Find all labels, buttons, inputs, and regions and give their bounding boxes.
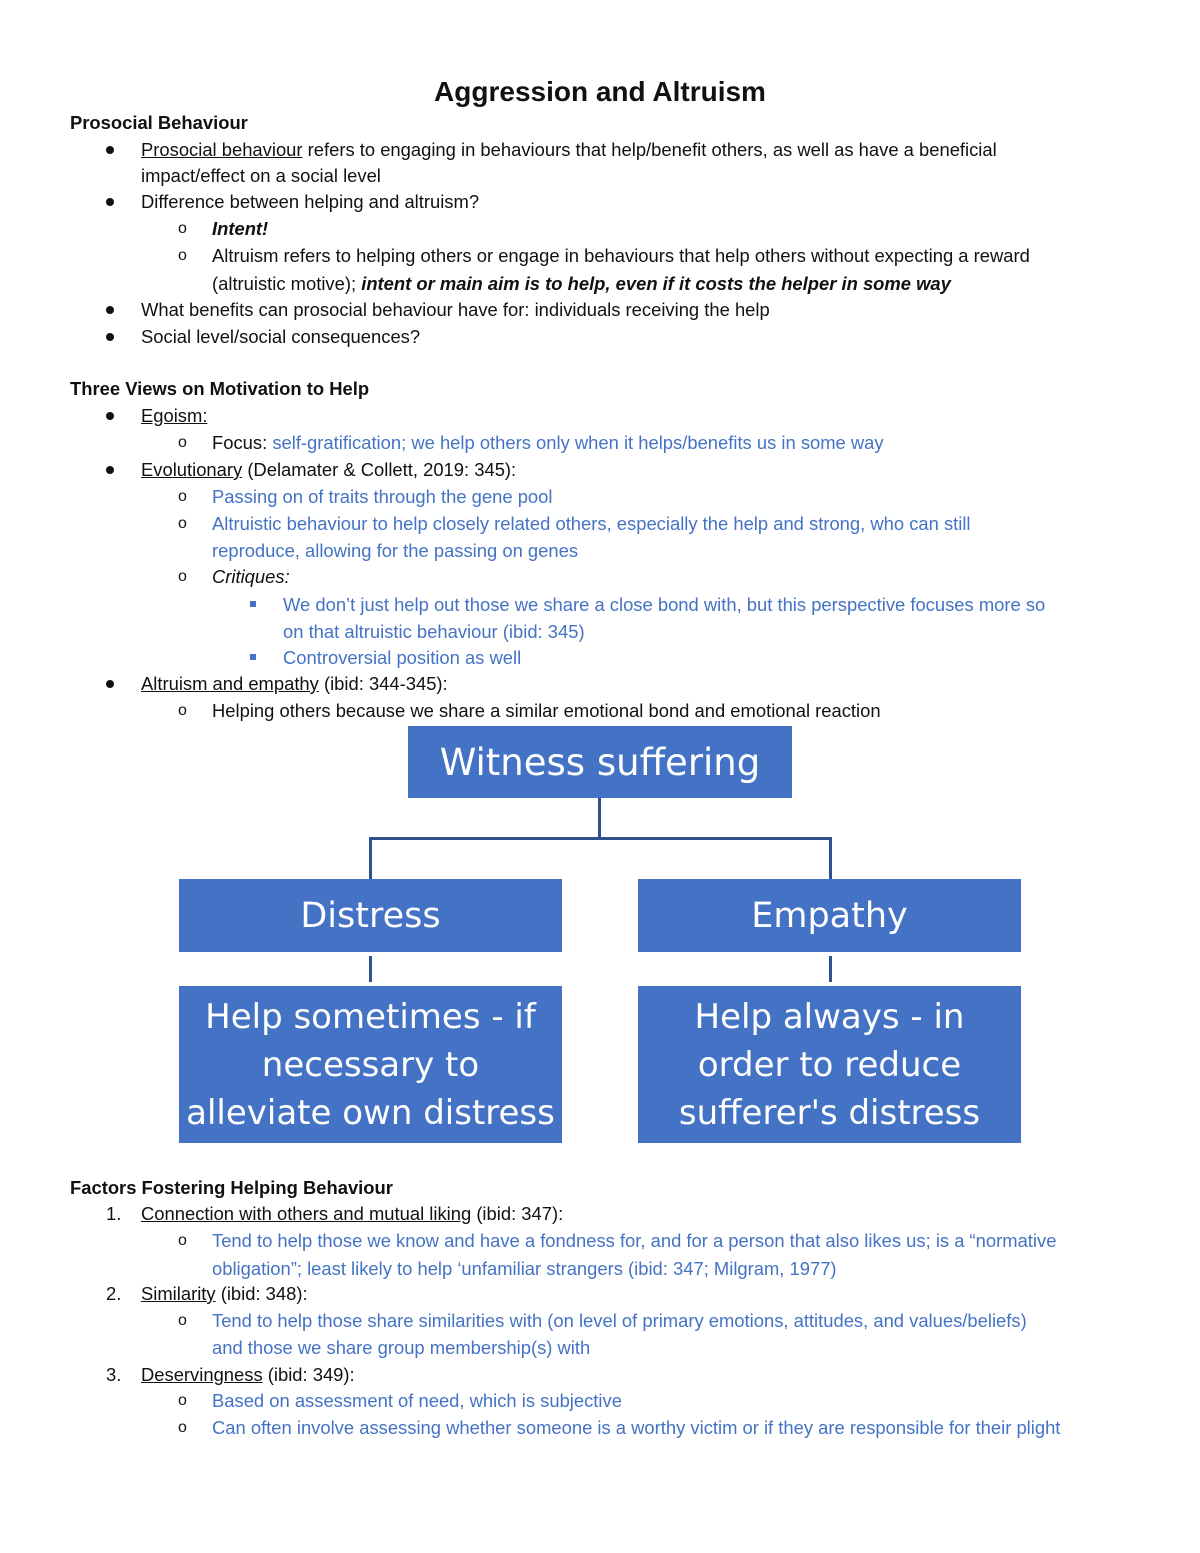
square-bullet bbox=[250, 654, 256, 660]
deservingness-worthy-victim: Can often involve assessing whether someone is a worthy victim or if they are responsible for their plight bbox=[212, 1417, 1061, 1438]
box-witness-suffering: Witness suffering bbox=[408, 726, 792, 798]
evo-kin-help: Altruistic behaviour to help closely related others, especially the help and strong, who can still bbox=[212, 513, 971, 534]
sub-altruism-def-cont: (altruistic motive); intent or main aim is to help, even if it costs the helper in some way bbox=[212, 273, 951, 294]
sub-marker: o bbox=[178, 434, 187, 451]
evo-kin-help-cont: reproduce, allowing for the passing on genes bbox=[212, 540, 579, 561]
document-title: Aggression and Altruism bbox=[434, 76, 766, 107]
view-egoism: Egoism: bbox=[141, 405, 208, 426]
sub-marker: o bbox=[178, 568, 187, 585]
square-bullet bbox=[250, 601, 256, 607]
heading-factors: Factors Fostering Helping Behaviour bbox=[70, 1177, 393, 1198]
sub-marker: o bbox=[178, 247, 187, 264]
factor-connection: Connection with others and mutual liking (ibid: 347): bbox=[141, 1203, 564, 1224]
heading-three-views: Three Views on Motivation to Help bbox=[70, 378, 370, 399]
factor-connection-desc: Tend to help those we know and have a fondness for, and for a person that also likes us; is a “normative bbox=[212, 1230, 1057, 1251]
sub-marker: o bbox=[178, 1419, 187, 1436]
view-altruism-empathy: Altruism and empathy (ibid: 344-345): bbox=[141, 673, 448, 694]
box-help-always: Help always - in order to reduce sufferer's distress bbox=[638, 986, 1021, 1143]
factor-similarity: Similarity (ibid: 348): bbox=[141, 1283, 308, 1304]
altruism-empathy-desc: Helping others because we share a similar emotional bond and emotional reaction bbox=[212, 700, 881, 721]
connector-line bbox=[369, 956, 372, 982]
evo-gene-pool: Passing on of traits through the gene pool bbox=[212, 486, 553, 507]
list-number: 1. bbox=[106, 1203, 122, 1224]
connector-line bbox=[598, 798, 601, 838]
term-prosocial-behaviour: Prosocial behaviour bbox=[141, 139, 303, 160]
altruism-emphasis: intent or main aim is to help, even if it costs the helper in some way bbox=[361, 273, 951, 294]
bullet-dot bbox=[106, 306, 114, 314]
view-evolutionary: Evolutionary (Delamater & Collett, 2019: 345): bbox=[141, 459, 517, 480]
box-distress: Distress bbox=[179, 879, 562, 952]
factor-connection-desc-cont: obligation”; least likely to help ‘unfamiliar strangers (ibid: 347; Milgram, 1977) bbox=[212, 1258, 837, 1279]
box-help-sometimes: Help sometimes - if necessary to alleviate own distress bbox=[179, 986, 562, 1143]
critique-close-bond-cont: on that altruistic behaviour (ibid: 345) bbox=[283, 621, 585, 642]
heading-prosocial-behaviour: Prosocial Behaviour bbox=[70, 112, 248, 133]
bullet-dot bbox=[106, 412, 114, 420]
bullet-social-level: Social level/social consequences? bbox=[141, 326, 421, 347]
sub-marker: o bbox=[178, 1312, 187, 1329]
factor-similarity-desc-cont: and those we share group membership(s) with bbox=[212, 1337, 591, 1358]
sub-marker: o bbox=[178, 1232, 187, 1249]
list-number: 2. bbox=[106, 1283, 122, 1304]
egoism-focus: Focus: self-gratification; we help others only when it helps/benefits us in some way bbox=[212, 432, 884, 453]
factor-similarity-desc: Tend to help those share similarities with (on level of primary emotions, attitudes, and values/beliefs) bbox=[212, 1310, 1027, 1331]
deservingness-need: Based on assessment of need, which is subjective bbox=[212, 1390, 622, 1411]
evo-critiques: Critiques: bbox=[212, 566, 290, 587]
list-number: 3. bbox=[106, 1364, 122, 1385]
sub-marker: o bbox=[178, 515, 187, 532]
bullet-dot bbox=[106, 146, 114, 154]
connector-line bbox=[829, 956, 832, 982]
sub-altruism-def: Altruism refers to helping others or engage in behaviours that help others without expecting a reward bbox=[212, 245, 1030, 266]
connector-line bbox=[829, 837, 832, 879]
bullet-dot bbox=[106, 198, 114, 206]
box-empathy: Empathy bbox=[638, 879, 1021, 952]
bullet-dot bbox=[106, 333, 114, 341]
sub-intent: Intent! bbox=[212, 218, 269, 239]
connector-line bbox=[369, 837, 832, 840]
bullet-dot bbox=[106, 466, 114, 474]
sub-marker: o bbox=[178, 1392, 187, 1409]
bullet-dot bbox=[106, 680, 114, 688]
critique-controversial: Controversial position as well bbox=[283, 647, 522, 668]
sub-marker: o bbox=[178, 702, 187, 719]
factor-deservingness: Deservingness (ibid: 349): bbox=[141, 1364, 355, 1385]
bullet-prosocial-definition: Prosocial behaviour refers to engaging in behaviours that help/benefit others, as well as have a beneficial bbox=[141, 139, 997, 160]
sub-marker: o bbox=[178, 220, 187, 237]
bullet-difference: Difference between helping and altruism? bbox=[141, 191, 480, 212]
bullet-benefits: What benefits can prosocial behaviour have for: individuals receiving the help bbox=[141, 299, 770, 320]
sub-marker: o bbox=[178, 488, 187, 505]
bullet-prosocial-definition-cont: impact/effect on a social level bbox=[141, 165, 381, 186]
connector-line bbox=[369, 837, 372, 879]
critique-close-bond: We don’t just help out those we share a close bond with, but this perspective focuses more so bbox=[283, 594, 1046, 615]
